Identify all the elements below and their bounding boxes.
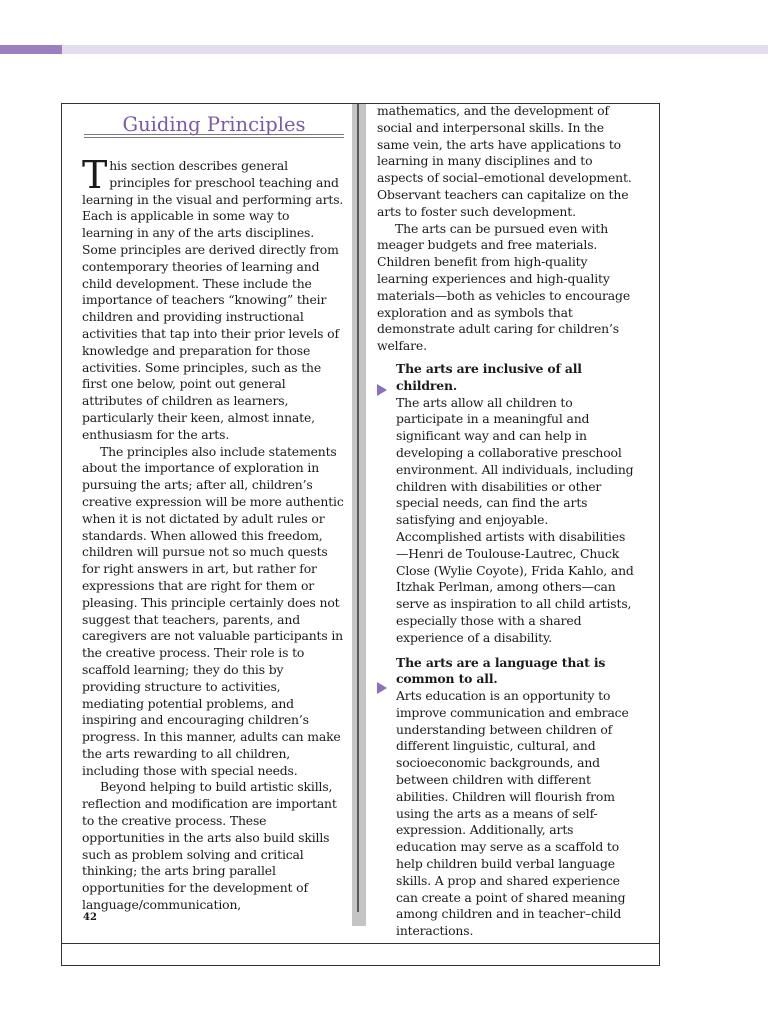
footer-rule: [61, 943, 660, 944]
principle-title: The arts are a language that is common to all.: [396, 654, 606, 687]
body-paragraph: The arts can be pursued even with meager budgets and free materials. Children benefit from high-quality learning experiences and high-quality materials—both as vehicles to encourage exploration and as symbols that demonstrate adult caring for children’s welfare.: [377, 220, 631, 354]
column-gutter-line: [357, 104, 359, 912]
page-number: 42: [83, 912, 97, 923]
principle-common-language: [377, 655, 635, 941]
left-column: [82, 153, 344, 914]
top-decorative-bar: [0, 45, 768, 54]
principle-body: The arts allow all children to participate in a meaningful and significant way and can help in developing a collaborative preschool environment. All individuals, including children with disabilities or other special needs, can find the arts satisfying and enjoyable. Accomplished artists with disabilities—Henri de Toulouse-Lautrec, Chuck Close (Wylie Coyote), Frida Kahlo, and Itzhak Perlman, among others—can serve as inspiration to all child artists, especially those with a shared experience of a disability.: [396, 394, 634, 645]
right-column: [377, 103, 635, 940]
intro-paragraph: [82, 153, 344, 444]
heading-rule-bottom: [84, 137, 344, 138]
page-heading: Guiding Principles: [122, 113, 306, 136]
arrow-bullet-icon: [377, 682, 387, 694]
arrow-bullet-icon: [377, 384, 387, 396]
principle-inclusive: [377, 361, 635, 647]
body-paragraph: The principles also include statements about the importance of exploration in pursuing the arts; after all, children’s creative expression will be more authentic when it is not dictated by adult rules or standards. When allowed this freedom, children will pursue not so much quests for right answers in art, but rather for expressions that are right for them or pleasing. This principle certainly does not suggest that teachers, parents, and caregivers are not valuable participants in the creative process. Their role is to scaffold learning; they do this by providing structure to activities, mediating potential problems, and inspiring and encouraging children’s progress. In this manner, adults can make the arts rewarding to all children, including those with special needs.: [82, 443, 344, 778]
principle-title: The arts are inclusive of all children.: [396, 360, 582, 393]
body-paragraph: mathematics, and the development of social and interpersonal skills. In the same vein, the arts have applications to learning in many disciplines and to aspects of social–emotional development. Observant teachers can capitalize on the arts to foster such development.: [377, 103, 632, 219]
column-gutter: [352, 104, 366, 926]
intro-text: his section describes general principles for preschool teaching and learning in the visual and performing arts. Each is applicable in some way to learning in any of the arts disciplines. Some principles are derived directly from contemporary theories of learning and child development. These include the importance of teachers “knowing” their children and providing instructional activities that tap into their prior levels of knowledge and preparation for those activities. Some principles, such as the first one below, point out general attributes of children as learners, particularly their keen, almost innate, enthusiasm for the arts.: [82, 158, 344, 442]
body-paragraph: Beyond helping to build artistic skills, reflection and modification are important to the creative process. These opportunities in the arts also build skills such as problem solving and critical thinking; the arts bring parallel opportunities for the development of language/communication,: [82, 779, 337, 913]
dropcap: T: [82, 153, 108, 197]
top-accent-bar: [0, 45, 62, 54]
principle-body: Arts education is an opportunity to improve communication and embrace understanding between children of different linguistic, cultural, and socioeconomic backgrounds, and between children with different abilities. Children will flourish from using the arts as a means of self-expression. Additionally, arts education may serve as a scaffold to help children build verbal language skills. A prop and shared experience can create a point of shared meaning among children and in teacher–child interactions.: [396, 688, 629, 939]
